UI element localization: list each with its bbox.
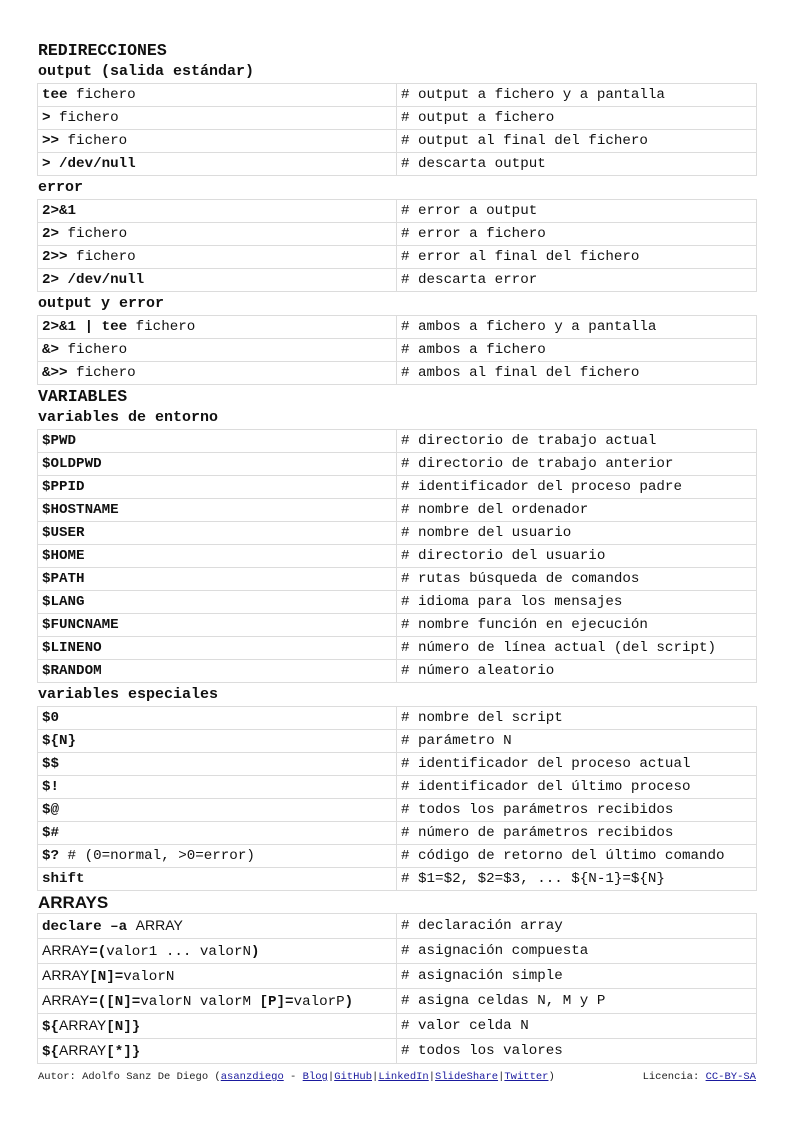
command-cell <box>38 130 397 153</box>
command-cell <box>38 430 397 453</box>
description-cell: # asigna celdas N, M y P <box>397 989 757 1014</box>
description-cell: # identificador del proceso actual <box>397 753 757 776</box>
description-cell: # descarta error <box>397 269 757 292</box>
syntax-token: [*]} <box>106 1044 141 1060</box>
table-row <box>38 730 757 753</box>
description-cell: # número aleatorio <box>397 660 757 683</box>
description-cell: # nombre del script <box>397 707 757 730</box>
command-cell <box>38 476 397 499</box>
code-text: ARRAY <box>59 1042 107 1058</box>
description-cell: # output a fichero <box>397 107 757 130</box>
command-cell <box>38 614 397 637</box>
command-cell <box>38 84 397 107</box>
command-cell <box>38 545 397 568</box>
code-text: ARRAY <box>42 992 90 1008</box>
footer <box>38 1071 756 1083</box>
command-cell <box>38 316 397 339</box>
table-row <box>38 269 757 292</box>
command-cell <box>38 499 397 522</box>
command-keyword: &> <box>42 342 60 358</box>
command-keyword: $PATH <box>42 571 85 587</box>
description-cell: # valor celda N <box>397 1014 757 1039</box>
link-linkedin[interactable]: LinkedIn <box>378 1071 429 1083</box>
description-cell: # código de retorno del último comando <box>397 845 757 868</box>
description-cell: # identificador del proceso padre <box>397 476 757 499</box>
command-argument: fichero <box>59 342 128 358</box>
command-cell <box>38 362 397 385</box>
link-license[interactable]: CC-BY-SA <box>705 1071 756 1083</box>
section-title-variables: VARIABLES <box>38 387 128 406</box>
description-cell: # descarta output <box>397 153 757 176</box>
command-argument: fichero <box>67 87 136 103</box>
command-cell <box>38 246 397 269</box>
author-credit <box>38 1071 555 1083</box>
description-cell: # número de línea actual (del script) <box>397 637 757 660</box>
command-cell <box>38 107 397 130</box>
table-row <box>38 822 757 845</box>
description-cell: # directorio de trabajo anterior <box>397 453 757 476</box>
description-cell: # $1=$2, $2=$3, ... ${N-1}=${N} <box>397 868 757 891</box>
table-row <box>38 1014 757 1039</box>
command-keyword: $FUNCNAME <box>42 617 119 633</box>
license-label: Licencia: <box>642 1071 706 1083</box>
code-text: valorN valorM <box>140 994 260 1010</box>
command-cell <box>38 776 397 799</box>
command-keyword: $PPID <box>42 479 85 495</box>
command-cell <box>38 200 397 223</box>
command-keyword: 2> <box>42 226 60 242</box>
table-row <box>38 339 757 362</box>
table-row <box>38 153 757 176</box>
description-cell: # error al final del fichero <box>397 246 757 269</box>
command-keyword: 2>&1 | tee <box>42 319 128 335</box>
table-row <box>38 568 757 591</box>
description-cell: # asignación simple <box>397 964 757 989</box>
code-text: ARRAY <box>42 942 90 958</box>
description-cell: # idioma para los mensajes <box>397 591 757 614</box>
syntax-token: ) <box>250 944 260 960</box>
command-keyword: $# <box>42 825 60 841</box>
command-cell <box>38 753 397 776</box>
table-output-error <box>37 315 757 385</box>
subsection-title-entorno: variables de entorno <box>38 409 219 426</box>
command-argument: fichero <box>50 110 119 126</box>
command-keyword: ${N} <box>42 733 77 749</box>
table-row <box>38 200 757 223</box>
command-keyword: shift <box>42 871 85 887</box>
command-keyword: $LINENO <box>42 640 102 656</box>
table-row <box>38 499 757 522</box>
command-keyword: 2>> <box>42 249 68 265</box>
table-row <box>38 107 757 130</box>
description-cell: # output a fichero y a pantalla <box>397 84 757 107</box>
table-error <box>37 199 757 292</box>
command-cell <box>38 799 397 822</box>
command-cell <box>38 223 397 246</box>
command-cell <box>38 1014 397 1039</box>
command-keyword: $USER <box>42 525 85 541</box>
syntax-token: declare –a <box>42 919 128 935</box>
command-cell <box>38 453 397 476</box>
description-cell: # nombre función en ejecución <box>397 614 757 637</box>
license <box>643 1071 756 1083</box>
subsection-title-especiales: variables especiales <box>38 686 219 703</box>
description-cell: # nombre del usuario <box>397 522 757 545</box>
description-cell: # ambos al final del fichero <box>397 362 757 385</box>
command-keyword: $@ <box>42 802 60 818</box>
cheatsheet-page <box>38 40 756 1065</box>
description-cell: # ambos a fichero <box>397 339 757 362</box>
table-row <box>38 914 757 939</box>
command-keyword: $LANG <box>42 594 85 610</box>
command-cell <box>38 730 397 753</box>
command-keyword: 2>&1 <box>42 203 77 219</box>
description-cell: # rutas búsqueda de comandos <box>397 568 757 591</box>
link-asanzdiego[interactable]: asanzdiego <box>220 1071 284 1083</box>
subsection-title-output-error: output y error <box>38 295 165 312</box>
command-keyword: $0 <box>42 710 60 726</box>
table-row <box>38 246 757 269</box>
command-keyword: >> <box>42 133 60 149</box>
table-row <box>38 591 757 614</box>
syntax-token: [N]} <box>106 1019 141 1035</box>
separator: | <box>372 1071 379 1083</box>
command-argument: fichero <box>67 365 136 381</box>
syntax-token: ) <box>344 994 354 1010</box>
command-keyword: $$ <box>42 756 60 772</box>
author-prefix: Autor: Adolfo Sanz De Diego ( <box>38 1071 221 1083</box>
table-row <box>38 868 757 891</box>
command-keyword: tee <box>42 87 68 103</box>
description-cell: # output al final del fichero <box>397 130 757 153</box>
command-cell <box>38 1039 397 1064</box>
table-row <box>38 545 757 568</box>
command-argument: fichero <box>67 249 136 265</box>
command-keyword: > <box>42 110 51 126</box>
description-cell: # ambos a fichero y a pantalla <box>397 316 757 339</box>
syntax-token: =( <box>89 944 107 960</box>
separator: - <box>283 1071 303 1083</box>
link-blog[interactable]: Blog <box>302 1071 328 1083</box>
table-row <box>38 776 757 799</box>
command-argument: fichero <box>59 226 128 242</box>
command-keyword: > /dev/null <box>42 156 136 172</box>
command-argument: fichero <box>127 319 196 335</box>
code-text: valorP <box>293 994 345 1010</box>
command-keyword: 2> /dev/null <box>42 272 145 288</box>
command-cell <box>38 989 397 1014</box>
description-cell: # error a output <box>397 200 757 223</box>
section-title-arrays: ARRAYS <box>38 893 109 912</box>
table-row <box>38 362 757 385</box>
command-cell <box>38 964 397 989</box>
table-row <box>38 223 757 246</box>
table-row <box>38 1039 757 1064</box>
table-row <box>38 845 757 868</box>
code-text <box>127 919 136 935</box>
table-row <box>38 130 757 153</box>
description-cell: # error a fichero <box>397 223 757 246</box>
separator: ) <box>548 1071 555 1083</box>
description-cell: # directorio de trabajo actual <box>397 430 757 453</box>
table-row <box>38 614 757 637</box>
table-special-vars <box>37 706 757 891</box>
description-cell: # parámetro N <box>397 730 757 753</box>
table-row <box>38 799 757 822</box>
subsection-title-output: output (salida estándar) <box>38 63 255 80</box>
table-row <box>38 522 757 545</box>
description-cell: # asignación compuesta <box>397 939 757 964</box>
command-cell <box>38 339 397 362</box>
syntax-token: =([N]= <box>89 994 141 1010</box>
separator: | <box>327 1071 335 1083</box>
syntax-token: [P]= <box>259 994 294 1010</box>
table-row <box>38 753 757 776</box>
command-cell <box>38 637 397 660</box>
command-cell <box>38 269 397 292</box>
subsection-title-error: error <box>38 179 84 196</box>
command-keyword: $RANDOM <box>42 663 102 679</box>
section-title-redirecciones: REDIRECCIONES <box>38 41 167 60</box>
code-text: ARRAY <box>42 967 90 983</box>
description-cell: # declaración array <box>397 914 757 939</box>
description-cell: # todos los valores <box>397 1039 757 1064</box>
command-cell <box>38 660 397 683</box>
separator: | <box>498 1071 505 1083</box>
code-text: valorN <box>123 969 175 985</box>
command-keyword: $! <box>42 779 60 795</box>
table-row <box>38 939 757 964</box>
code-text: ARRAY <box>135 917 183 933</box>
table-row <box>38 707 757 730</box>
table-arrays <box>37 913 757 1064</box>
description-cell: # identificador del último proceso <box>397 776 757 799</box>
description-cell: # todos los parámetros recibidos <box>397 799 757 822</box>
command-keyword: &>> <box>42 365 68 381</box>
table-row <box>38 430 757 453</box>
code-text: valor1 ... valorN <box>106 944 251 960</box>
command-cell <box>38 707 397 730</box>
separator: | <box>428 1071 436 1083</box>
table-row <box>38 316 757 339</box>
link-slideshare[interactable]: SlideShare <box>435 1071 499 1083</box>
command-argument: fichero <box>59 133 128 149</box>
table-row <box>38 964 757 989</box>
command-keyword: $OLDPWD <box>42 456 102 472</box>
syntax-token: [N]= <box>89 969 124 985</box>
table-output <box>37 83 757 176</box>
table-row <box>38 989 757 1014</box>
code-text: ARRAY <box>59 1017 107 1033</box>
command-cell <box>38 822 397 845</box>
description-cell: # nombre del ordenador <box>397 499 757 522</box>
table-row <box>38 660 757 683</box>
command-cell <box>38 522 397 545</box>
syntax-token: ${ <box>42 1019 60 1035</box>
description-cell: # número de parámetros recibidos <box>397 822 757 845</box>
command-cell <box>38 914 397 939</box>
command-cell <box>38 568 397 591</box>
command-keyword: $HOSTNAME <box>42 502 119 518</box>
command-cell <box>38 845 397 868</box>
command-argument: # (0=normal, >0=error) <box>59 848 255 864</box>
command-keyword: $HOME <box>42 548 85 564</box>
command-cell <box>38 591 397 614</box>
table-row <box>38 84 757 107</box>
command-keyword: $PWD <box>42 433 77 449</box>
description-cell: # directorio del usuario <box>397 545 757 568</box>
table-row <box>38 453 757 476</box>
table-env-vars <box>37 429 757 683</box>
link-github[interactable]: GitHub <box>334 1071 372 1083</box>
command-keyword: $? <box>42 848 60 864</box>
syntax-token: ${ <box>42 1044 60 1060</box>
table-row <box>38 637 757 660</box>
command-cell <box>38 939 397 964</box>
command-cell <box>38 868 397 891</box>
command-cell <box>38 153 397 176</box>
table-row <box>38 476 757 499</box>
link-twitter[interactable]: Twitter <box>504 1071 549 1083</box>
